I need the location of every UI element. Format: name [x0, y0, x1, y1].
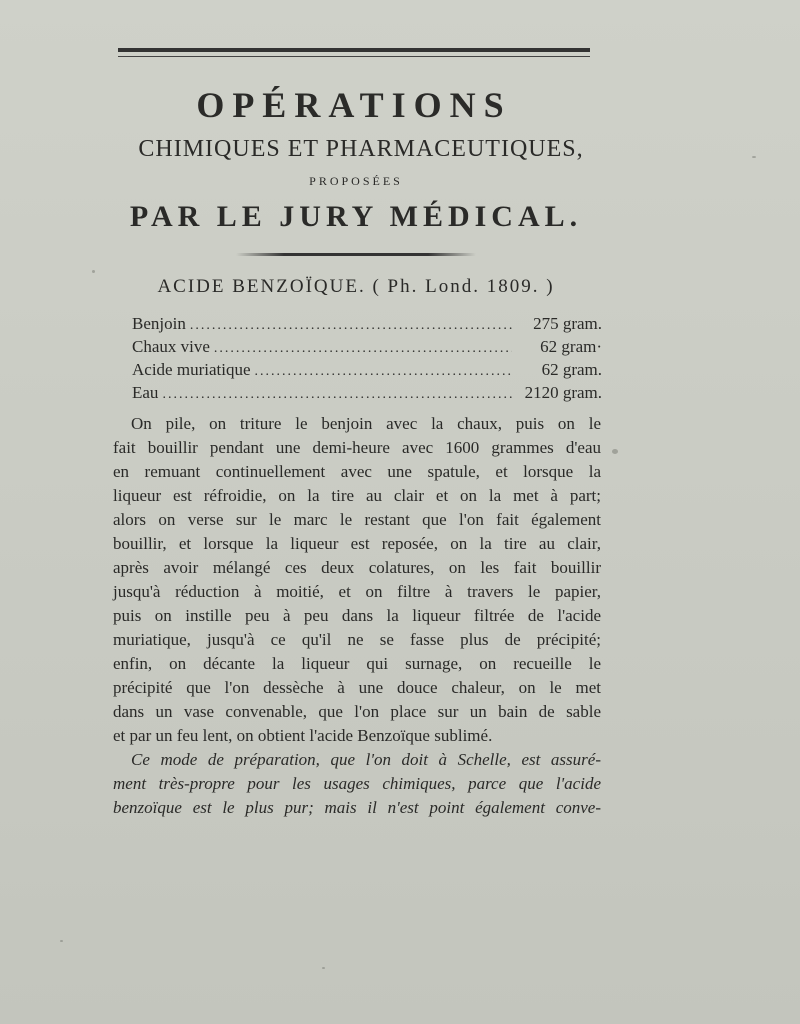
body-line: en remuant continuellement avec une spatule, et lorsque la [113, 462, 601, 481]
leader-dots [190, 318, 512, 334]
ornamental-rule [236, 253, 476, 256]
body-text [113, 412, 601, 820]
body-line: après avoir mélangé ces deux colatures, on les fait bouillir [113, 558, 601, 577]
ingredient-name: Chaux vive [132, 337, 210, 356]
paper-speck [60, 940, 63, 942]
body-line: bouillir, et lorsque la liqueur est reposée, on la tire au clair, [113, 534, 601, 553]
ingredient-name: Eau [132, 383, 159, 402]
body-line: dans un vase convenable, que l'on place sur un bain de sable [113, 702, 601, 721]
body-line: enfin, on décante la liqueur qui surnage, on recueille le [113, 654, 601, 673]
body-line: muriatique, jusqu'à ce qu'il ne se fasse plus de précipité; [113, 630, 601, 649]
section-heading: ACIDE BENZOÏQUE. ( Ph. Lond. 1809. ) [157, 276, 555, 297]
jury-heading: PAR LE JURY MÉDICAL. [129, 200, 583, 233]
ingredient-row [132, 360, 602, 383]
ingredient-row [132, 383, 602, 406]
paper-speck [322, 967, 325, 969]
leader-dots [255, 364, 513, 380]
italic-line: Ce mode de préparation, que l'on doit à Schelle, est assuré- [131, 750, 601, 769]
proposed-label: PROPOSÉES [309, 174, 403, 188]
paper-speck [92, 270, 95, 273]
ingredient-row [132, 337, 602, 360]
ingredient-quantity: 62 gram· [540, 337, 602, 356]
body-line: On pile, on triture le benjoin avec la chaux, puis on le [131, 414, 601, 433]
body-line: puis on instille peu à peu dans la liqueur filtrée de l'acide [113, 606, 601, 625]
body-line: liqueur est réfroidie, on la tire au clair et on la met à part; [113, 486, 601, 505]
top-thin-rule [118, 56, 590, 57]
ingredient-name: Acide muriatique [132, 360, 251, 379]
body-line: fait bouillir pendant une demi-heure avec 1600 grammes d'eau [113, 438, 601, 457]
ingredient-quantity: 2120 gram. [524, 383, 602, 402]
paper-speck [612, 449, 618, 454]
ingredient-quantity: 62 gram. [541, 360, 602, 379]
ingredient-name: Benjoin [132, 314, 186, 333]
body-line: jusqu'à réduction à moitié, et on filtre à travers le papier, [113, 582, 601, 601]
leader-dots [162, 387, 512, 403]
ingredient-row [132, 314, 602, 337]
top-double-rule [118, 48, 590, 52]
page-subtitle: CHIMIQUES ET PHARMACEUTIQUES, [138, 136, 584, 162]
body-line: et par un feu lent, on obtient l'acide Benzoïque sublimé. [113, 726, 493, 745]
page-title: OPÉRATIONS [196, 85, 512, 125]
body-line: alors on verse sur le marc le restant que l'on fait également [113, 510, 601, 529]
italic-line: benzoïque est le plus pur; mais il n'est point également conve- [113, 798, 601, 817]
italic-line: ment très-propre pour les usages chimiques, parce que l'acide [113, 774, 601, 793]
body-line: précipité que l'on dessèche à une douce chaleur, on le met [113, 678, 601, 697]
ingredient-quantity: 275 gram. [533, 314, 602, 333]
paper-speck [752, 156, 756, 158]
ingredient-list [132, 314, 602, 406]
leader-dots [214, 341, 512, 357]
